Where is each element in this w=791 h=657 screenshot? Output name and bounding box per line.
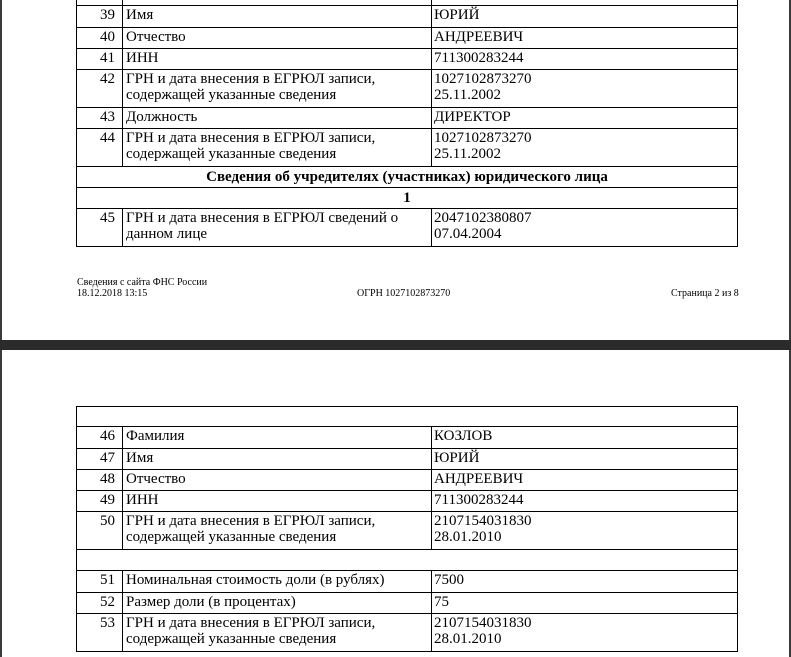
table-row	[76, 491, 738, 512]
table-row	[76, 512, 738, 550]
table-row	[76, 28, 738, 49]
row-value-line: 1027102873270	[434, 130, 532, 146]
footer-source: Сведения с сайта ФНС России	[77, 277, 208, 288]
row-label: Должность	[123, 108, 432, 128]
row-value	[432, 70, 737, 107]
table-blank-row	[76, 550, 738, 571]
row-value-line: 2107154031830	[434, 615, 532, 631]
row-label-line: содержащей указанные сведения	[126, 146, 337, 162]
row-number: 41	[77, 49, 123, 69]
row-value: 711300283244	[434, 50, 524, 66]
section-index: 1	[403, 190, 411, 206]
row-value: ДИРЕКТОР	[434, 109, 511, 125]
table-row	[76, 70, 738, 108]
table-row	[76, 427, 738, 449]
row-label: Фамилия	[123, 427, 432, 448]
row-number: 51	[77, 571, 123, 592]
registry-table-bottom	[76, 406, 738, 652]
row-value	[432, 614, 737, 651]
table-row	[76, 614, 738, 652]
row-number: 49	[77, 491, 123, 511]
row-value-line: 28.01.2010	[434, 529, 502, 545]
row-label-line: содержащей указанные сведения	[126, 529, 337, 545]
row-value: АНДРЕЕВИЧ	[434, 471, 524, 487]
row-label	[123, 129, 432, 166]
row-value: 7500	[434, 572, 464, 588]
table-row	[76, 209, 738, 247]
row-value-line: 25.11.2002	[434, 146, 501, 162]
table-row	[76, 108, 738, 129]
row-value	[432, 129, 737, 166]
row-number: 44	[77, 129, 123, 166]
row-number: 46	[77, 427, 123, 448]
row-label	[123, 512, 432, 549]
section-index-row	[76, 188, 738, 209]
row-label-line: ГРН и дата внесения в ЕГРЮЛ записи,	[126, 130, 376, 146]
table-row	[76, 449, 738, 470]
row-value-line: 28.01.2010	[434, 631, 502, 647]
page-separator	[0, 340, 791, 350]
table-row	[76, 6, 738, 28]
row-label: Имя	[123, 449, 432, 469]
row-value: АНДРЕЕВИЧ	[434, 29, 524, 45]
row-value: 75	[434, 594, 449, 610]
row-value	[432, 209, 737, 246]
row-label	[123, 614, 432, 651]
footer-ogrn: ОГРН 1027102873270	[357, 288, 451, 299]
row-number: 45	[77, 209, 123, 246]
row-number: 48	[77, 470, 123, 490]
row-label: Размер доли (в процентах)	[123, 593, 432, 613]
registry-table-top	[76, 0, 738, 247]
row-label: Отчество	[123, 28, 432, 48]
row-label: Номинальная стоимость доли (в рублях)	[123, 571, 432, 592]
section-title: Сведения об учредителях (участниках) юридического лица	[206, 169, 608, 185]
page-footer-source	[77, 277, 207, 299]
row-label-line: содержащей указанные сведения	[126, 631, 337, 647]
row-value-line: 25.11.2002	[434, 87, 501, 103]
section-header	[76, 167, 738, 188]
document-page-3	[0, 350, 791, 657]
row-value: КОЗЛОВ	[434, 428, 493, 444]
row-value	[432, 512, 737, 549]
footer-page-number: Страница 2 из 8	[671, 288, 739, 299]
row-number: 42	[77, 70, 123, 107]
row-value: 711300283244	[434, 492, 524, 508]
row-number: 53	[77, 614, 123, 651]
row-number: 40	[77, 28, 123, 48]
row-label-line: ГРН и дата внесения в ЕГРЮЛ сведений о	[126, 210, 399, 226]
table-row	[76, 470, 738, 491]
row-label: ИНН	[123, 491, 432, 511]
row-label-line: ГРН и дата внесения в ЕГРЮЛ записи,	[126, 513, 376, 529]
page-edge-left	[0, 350, 2, 657]
row-value-line: 07.04.2004	[434, 226, 502, 242]
page-edge-left	[0, 0, 2, 340]
row-number: 43	[77, 108, 123, 128]
row-value-line: 2047102380807	[434, 210, 532, 226]
table-row	[76, 129, 738, 167]
row-value: ЮРИЙ	[434, 7, 480, 23]
row-label	[123, 209, 432, 246]
table-blank-row	[76, 406, 738, 427]
row-value-line: 1027102873270	[434, 71, 532, 87]
row-label-line: ГРН и дата внесения в ЕГРЮЛ записи,	[126, 71, 376, 87]
row-number: 50	[77, 512, 123, 549]
footer-datetime: 18.12.2018 13:15	[77, 288, 148, 299]
table-row	[76, 571, 738, 593]
row-label	[123, 70, 432, 107]
row-label-line: ГРН и дата внесения в ЕГРЮЛ записи,	[126, 615, 376, 631]
row-number: 39	[77, 6, 123, 27]
row-label: ИНН	[123, 49, 432, 69]
table-row	[76, 49, 738, 70]
row-value: ЮРИЙ	[434, 450, 480, 466]
row-label-line: содержащей указанные сведения	[126, 87, 337, 103]
row-number: 52	[77, 593, 123, 613]
table-row	[76, 593, 738, 614]
row-label-line: данном лице	[126, 226, 207, 242]
row-label: Отчество	[123, 470, 432, 490]
row-label: Имя	[123, 6, 432, 27]
row-value-line: 2107154031830	[434, 513, 532, 529]
row-number: 47	[77, 449, 123, 469]
